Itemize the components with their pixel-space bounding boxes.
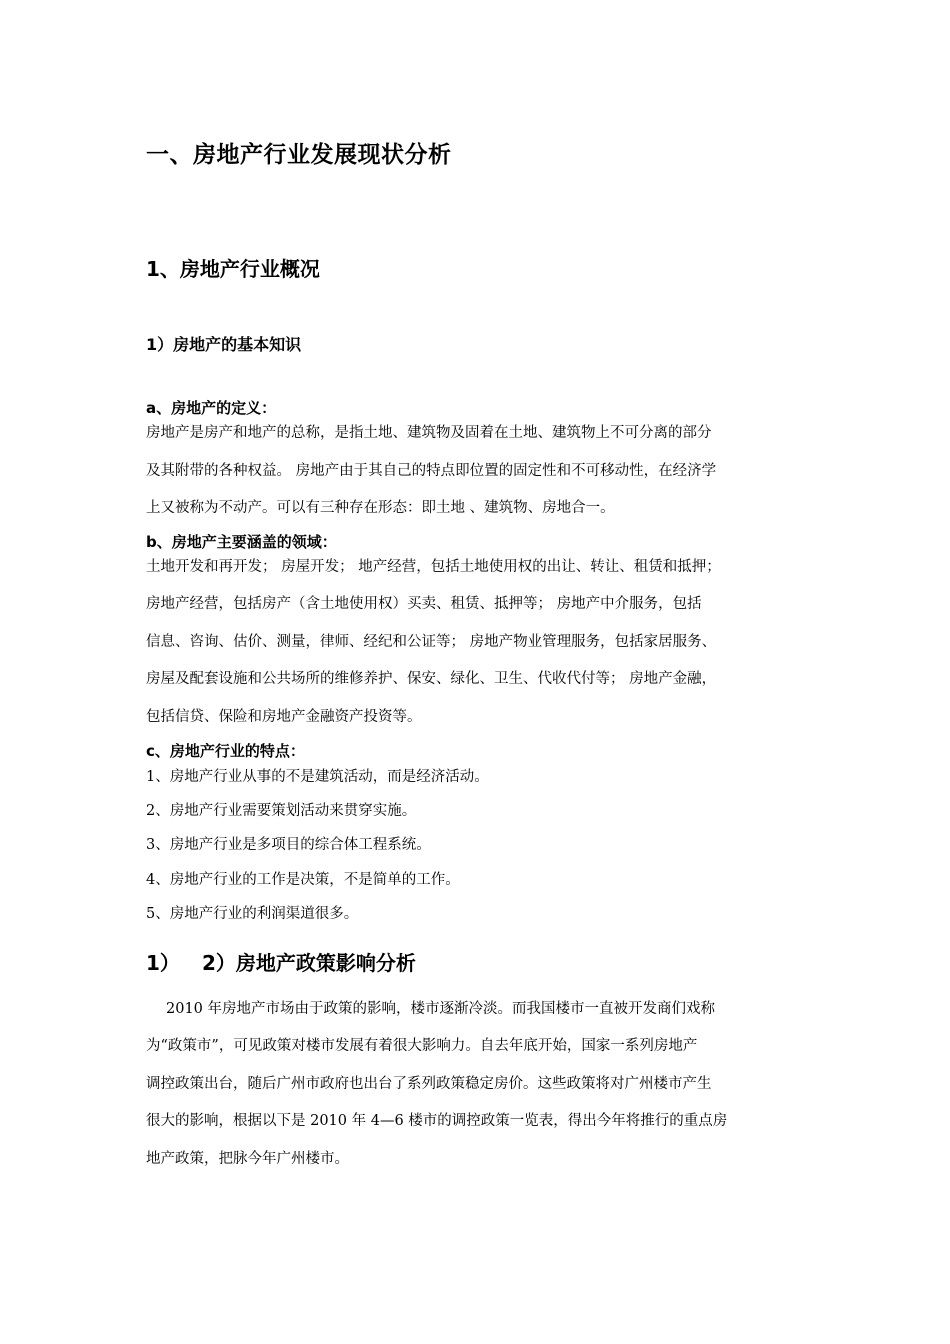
features-item-4: 4、房地产行业的工作是决策，不是简单的工作。 xyxy=(146,872,460,888)
scope-line-4: 房屋及配套设施和公共场所的维修养护、保安、绿化、卫生、代收代付等； 房地产金融， xyxy=(146,671,717,687)
scope-line-2: 房地产经营，包括房产（含土地使用权）买卖、租赁、抵押等； 房地产中介服务，包括 xyxy=(146,596,702,612)
definition-line-2: 及其附带的各种权益。 房地产由于其自己的特点即位置的固定性和不可移动性，在经济学 xyxy=(146,463,717,479)
scope-line-3: 信息、咨询、估价、测量，律师、经纪和公证等； 房地产物业管理服务，包括家居服务、 xyxy=(146,634,717,650)
policy-paragraph-line-3: 调控政策出台，随后广州市政府也出台了系列政策稳定房价。这些政策将对广州楼市产生 xyxy=(146,1076,712,1092)
definition-line-1: 房地产是房产和地产的总称，是指土地、建筑物及固着在土地、建筑物上不可分离的部分 xyxy=(146,425,712,441)
features-item-5: 5、房地产行业的利润渠道很多。 xyxy=(146,906,359,922)
policy-paragraph-line-4: 很大的影响，根据以下是 2010 年 4—6 楼市的调控政策一览表，得出今年将推行的重点房 xyxy=(146,1113,728,1129)
definition-line-3: 上又被称为不动产。可以有三种存在形态：即土地 、建筑物、房地合一。 xyxy=(146,500,615,516)
features-item-2: 2、房地产行业需要策划活动来贯穿实施。 xyxy=(146,803,417,819)
policy-paragraph-line-5: 地产政策，把脉今年广州楼市。 xyxy=(146,1151,349,1167)
policy-heading-text: 2）房地产政策影响分析 xyxy=(202,951,416,975)
features-heading: c、房地产行业的特点： xyxy=(146,742,305,760)
scope-line-1: 土地开发和再开发； 房屋开发； 地产经营，包括土地使用权的出让、转让、租赁和抵押； xyxy=(146,559,721,575)
policy-paragraph-line-1: 2010 年房地产市场由于政策的影响，楼市逐渐冷淡。而我国楼市一直被开发商们戏称 xyxy=(166,1001,716,1017)
subsection-heading-basics: 1）房地产的基本知识 xyxy=(146,335,302,354)
section-heading-policy xyxy=(146,947,826,976)
scope-line-5: 包括信贷、保险和房地产金融资产投资等。 xyxy=(146,709,422,725)
section-heading-overview: 1、房地产行业概况 xyxy=(146,257,320,281)
policy-paragraph-line-2: 为“政策市”，可见政策对楼市发展有着很大影响力。自去年底开始，国家一系列房地产 xyxy=(146,1038,698,1054)
document-title: 一、房地产行业发展现状分析 xyxy=(146,142,452,168)
features-item-3: 3、房地产行业是多项目的综合体工程系统。 xyxy=(146,837,431,853)
definition-heading: a、房地产的定义： xyxy=(146,399,277,417)
features-item-1: 1、房地产行业从事的不是建筑活动，而是经济活动。 xyxy=(146,769,489,785)
scope-heading: b、房地产主要涵盖的领域： xyxy=(146,533,337,551)
policy-heading-number: 1） xyxy=(146,951,180,975)
